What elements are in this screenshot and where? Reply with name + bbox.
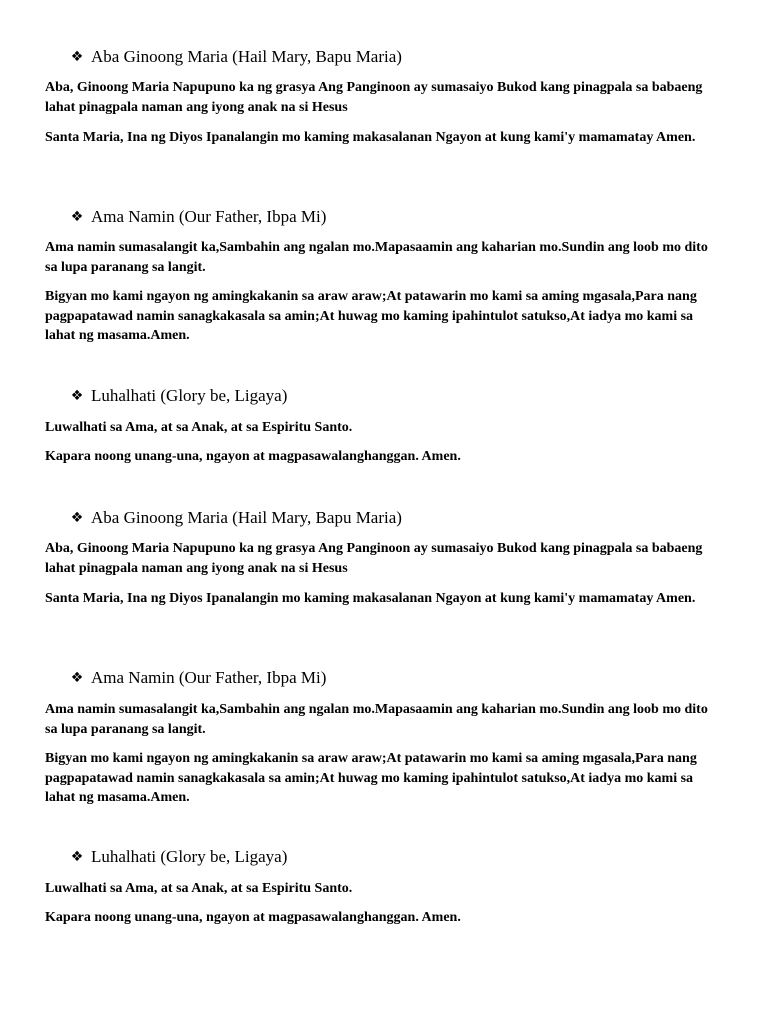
prayer-title: Ama Namin (Our Father, Ibpa Mi) — [91, 207, 327, 226]
prayer-title: Luhalhati (Glory be, Ligaya) — [91, 847, 288, 866]
prayer-heading — [69, 386, 717, 406]
four-diamond-bullet-icon: ❖ — [70, 388, 84, 404]
prayer-section-hail-mary — [45, 508, 717, 606]
prayer-heading — [69, 847, 717, 867]
prayer-section-glory-be — [45, 847, 717, 925]
prayer-section-our-father — [45, 207, 717, 343]
prayer-heading — [69, 508, 717, 528]
prayer-paragraph: Bigyan mo kami ngayon ng amingkakanin sa araw araw;At patawarin mo kami sa aming mgasala,Para nang pagpapatawad namin sanagkakasala sa amin;At huwag mo kaming ipahintulot satukso,At iadya mo kami sa lahat ng masama.Amen. — [45, 751, 697, 805]
four-diamond-bullet-icon: ❖ — [70, 49, 84, 65]
prayer-heading — [69, 207, 717, 227]
prayer-paragraph: Santa Maria, Ina ng Diyos Ipanalangin mo kaming makasalanan Ngayon at kung kami'y mamamatay Amen. — [45, 591, 696, 606]
prayer-section-hail-mary — [45, 47, 717, 145]
prayer-paragraph: Santa Maria, Ina ng Diyos Ipanalangin mo kaming makasalanan Ngayon at kung kami'y mamamatay Amen. — [45, 130, 696, 145]
prayer-paragraph: Aba, Ginoong Maria Napupuno ka ng grasya Ang Panginoon ay sumasaiyo Bukod kang pinagpala sa babaeng lahat pinagpala naman ang iyong anak na si Hesus — [45, 80, 703, 115]
prayer-paragraph: Bigyan mo kami ngayon ng amingkakanin sa araw araw;At patawarin mo kami sa aming mgasala,Para nang pagpapatawad namin sanagkakasala sa amin;At huwag mo kaming ipahintulot satukso,At iadya mo kami sa lahat ng masama.Amen. — [45, 289, 697, 343]
four-diamond-bullet-icon: ❖ — [70, 670, 84, 686]
prayer-title: Luhalhati (Glory be, Ligaya) — [91, 386, 288, 405]
prayer-heading — [69, 47, 717, 67]
four-diamond-bullet-icon: ❖ — [70, 849, 84, 865]
prayer-section-our-father — [45, 668, 717, 805]
prayer-paragraph: Kapara noong unang-una, ngayon at magpasawalanghanggan. Amen. — [45, 910, 461, 925]
prayer-paragraph: Ama namin sumasalangit ka,Sambahin ang ngalan mo.Mapasaamin ang kaharian mo.Sundin ang loob mo dito sa lupa paranang sa langit. — [45, 702, 708, 737]
prayer-paragraph: Aba, Ginoong Maria Napupuno ka ng grasya Ang Panginoon ay sumasaiyo Bukod kang pinagpala sa babaeng lahat pinagpala naman ang iyong anak na si Hesus — [45, 541, 703, 576]
prayer-title: Aba Ginoong Maria (Hail Mary, Bapu Maria) — [91, 47, 402, 66]
prayer-paragraph: Kapara noong unang-una, ngayon at magpasawalanghanggan. Amen. — [45, 449, 461, 464]
prayer-heading — [69, 668, 717, 688]
four-diamond-bullet-icon: ❖ — [70, 510, 84, 526]
prayer-paragraph: Luwalhati sa Ama, at sa Anak, at sa Espiritu Santo. — [45, 881, 353, 896]
prayer-paragraph: Ama namin sumasalangit ka,Sambahin ang ngalan mo.Mapasaamin ang kaharian mo.Sundin ang loob mo dito sa lupa paranang sa langit. — [45, 240, 708, 275]
prayer-section-glory-be — [45, 386, 717, 464]
four-diamond-bullet-icon: ❖ — [70, 209, 84, 225]
prayer-title: Aba Ginoong Maria (Hail Mary, Bapu Maria) — [91, 508, 402, 527]
prayer-paragraph: Luwalhati sa Ama, at sa Anak, at sa Espiritu Santo. — [45, 420, 353, 435]
prayer-title: Ama Namin (Our Father, Ibpa Mi) — [91, 668, 327, 687]
